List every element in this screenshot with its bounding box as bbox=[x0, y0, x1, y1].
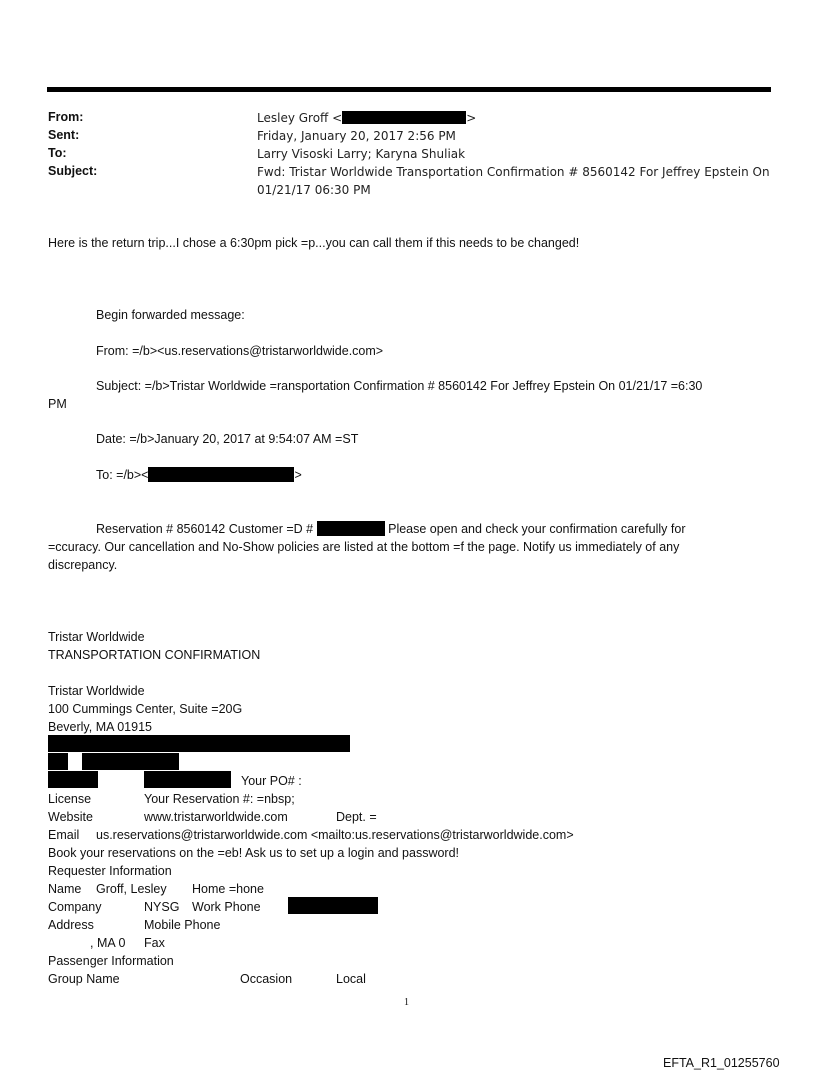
redaction-block bbox=[48, 771, 98, 788]
reservation-suffix: Please open and check your confirmation carefully for bbox=[388, 522, 686, 536]
home-phone-label: Home =hone bbox=[192, 882, 264, 896]
sent-value: Friday, January 20, 2017 2:56 PM bbox=[257, 129, 456, 143]
from-label: From: bbox=[48, 110, 84, 124]
dept-label: Dept. = bbox=[336, 810, 377, 824]
state-zip: , MA 0 bbox=[90, 936, 126, 950]
forwarded-date: Date: =/b>January 20, 2017 at 9:54:07 AM =ST bbox=[96, 432, 359, 446]
website-label: Website bbox=[48, 810, 93, 824]
local-label: Local bbox=[336, 972, 366, 986]
forwarded-to-suffix: > bbox=[294, 468, 302, 482]
company-label: Company bbox=[48, 900, 102, 914]
from-name: Lesley Groff < bbox=[257, 111, 343, 125]
website-value[interactable]: www.tristarworldwide.com bbox=[144, 810, 288, 824]
name-label: Name bbox=[48, 882, 82, 896]
forwarded-subject: Subject: =/b>Tristar Worldwide =ransportation Confirmation # 8560142 For Jeffrey Epstein On 01/21/17 =6:30 bbox=[96, 379, 703, 393]
intro-text: Here is the return trip...I chose a 6:30pm pick =p...you can call them if this needs to be changed! bbox=[48, 236, 580, 250]
reservation-prefix: Reservation # 8560142 Customer =D # bbox=[96, 522, 314, 536]
forwarded-subject-cont: PM bbox=[48, 397, 67, 411]
license-label: License bbox=[48, 792, 92, 806]
company-address-2: Beverly, MA 01915 bbox=[48, 720, 152, 734]
requester-heading: Requester Information bbox=[48, 864, 172, 878]
forwarded-to bbox=[96, 466, 302, 484]
company-name-2: Tristar Worldwide bbox=[48, 684, 145, 698]
reservation-number-label: Your Reservation #: =nbsp; bbox=[144, 792, 295, 806]
po-label: Your PO# : bbox=[241, 774, 302, 788]
subject-value: Fwd: Tristar Worldwide Transportation Confirmation # 8560142 For Jeffrey Epstein On 01/21/17 06:30 PM bbox=[257, 165, 770, 197]
reservation-line bbox=[96, 520, 686, 538]
name-value: Groff, Lesley bbox=[96, 882, 167, 896]
company-value: NYSG bbox=[144, 900, 180, 914]
from-close: > bbox=[466, 111, 477, 125]
work-phone-label: Work Phone bbox=[192, 900, 261, 914]
mobile-phone-label: Mobile Phone bbox=[144, 918, 221, 932]
header-divider bbox=[47, 87, 771, 92]
redaction-block bbox=[317, 521, 385, 536]
redaction-block bbox=[148, 467, 294, 482]
to-value: Larry Visoski Larry; Karyna Shuliak bbox=[257, 147, 466, 161]
from-value bbox=[257, 109, 777, 127]
group-name-label: Group Name bbox=[48, 972, 120, 986]
redaction-block bbox=[48, 735, 350, 752]
to-label: To: bbox=[48, 146, 67, 160]
reservation-continuation: =ccuracy. Our cancellation and No-Show policies are listed at the bottom =f the page. Notify us immediately of any discrepancy. bbox=[48, 540, 680, 572]
redaction-block bbox=[144, 771, 231, 788]
email-label: Email bbox=[48, 828, 80, 842]
subject-label: Subject: bbox=[48, 164, 98, 178]
redaction-block bbox=[342, 111, 466, 124]
page-number: 1 bbox=[404, 997, 409, 1008]
sent-label: Sent: bbox=[48, 128, 80, 142]
redaction-block bbox=[82, 753, 179, 770]
company-name: Tristar Worldwide bbox=[48, 630, 145, 644]
forwarded-to-prefix: To: =/b>< bbox=[96, 468, 149, 482]
bates-number: EFTA_R1_01255760 bbox=[663, 1056, 780, 1070]
occasion-label: Occasion bbox=[240, 972, 293, 986]
company-address-1: 100 Cummings Center, Suite =20G bbox=[48, 702, 243, 716]
redaction-block bbox=[288, 897, 378, 914]
booking-note: Book your reservations on the =eb! Ask us to set up a login and password! bbox=[48, 846, 460, 860]
passenger-heading: Passenger Information bbox=[48, 954, 174, 968]
address-label: Address bbox=[48, 918, 94, 932]
email-value[interactable]: us.reservations@tristarworldwide.com <mailto:us.reservations@tristarworldwide.com> bbox=[96, 828, 574, 842]
redaction-block bbox=[48, 753, 68, 770]
forward-label: Begin forwarded message: bbox=[96, 308, 245, 322]
forwarded-from: From: =/b><us.reservations@tristarworldwide.com> bbox=[96, 344, 384, 358]
confirmation-title: TRANSPORTATION CONFIRMATION bbox=[48, 648, 261, 662]
fax-label: Fax bbox=[144, 936, 165, 950]
